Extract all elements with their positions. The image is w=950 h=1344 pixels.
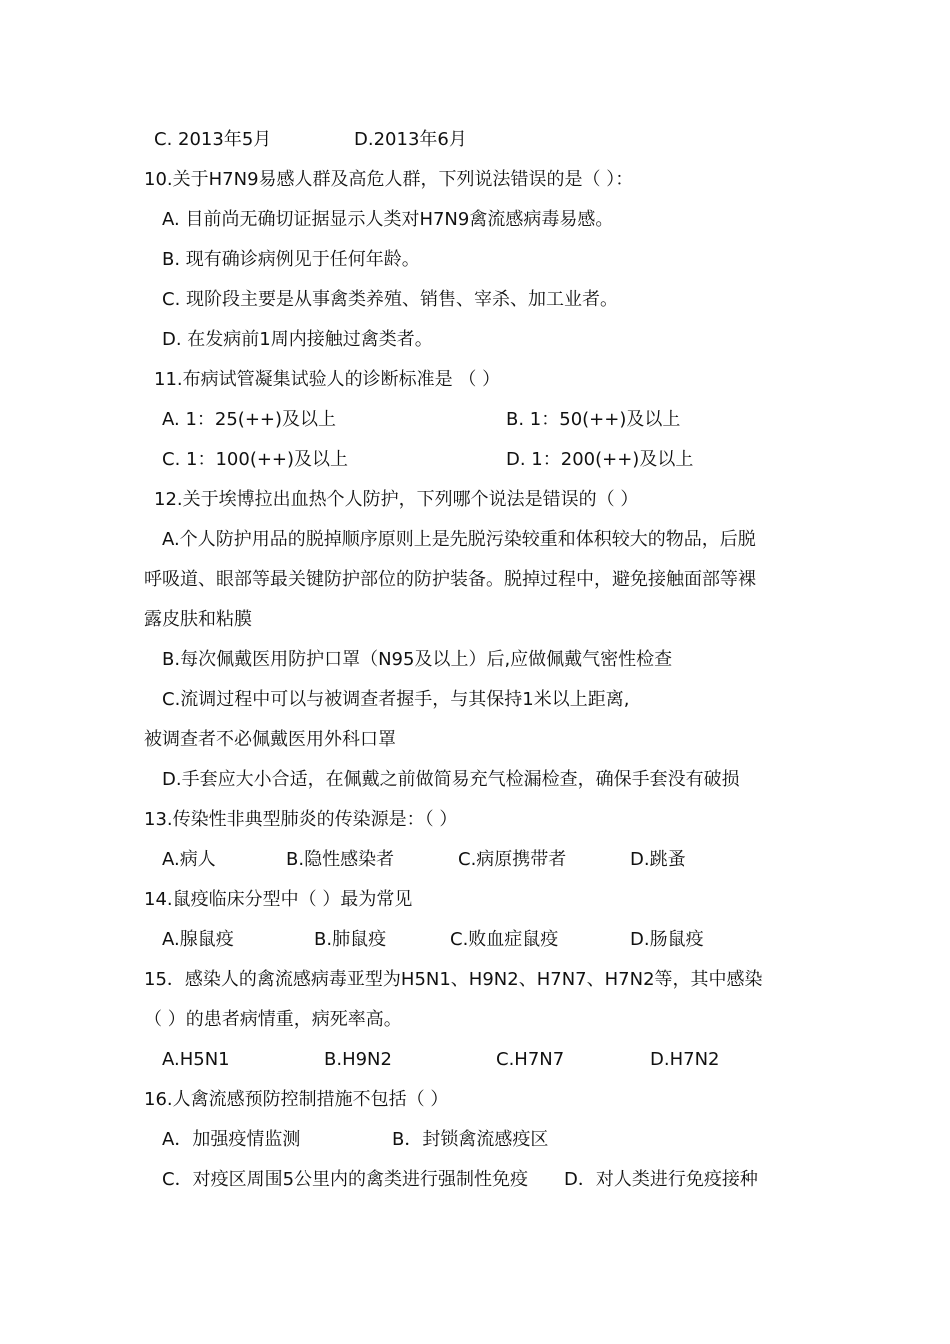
q13-option-c: C.病原携带者 — [458, 849, 567, 870]
q16-option-b: B．封锁禽流感疫区 — [392, 1129, 549, 1150]
q14-option-c: C.败血症鼠疫 — [450, 929, 559, 950]
q13-option-d: D.跳蚤 — [630, 849, 686, 870]
q12-line-1: A.个人防护用品的脱掉顺序原则上是先脱污染较重和体积较大的物品，后脱 — [162, 529, 756, 550]
q14-option-d: D.肠鼠疫 — [630, 929, 704, 950]
q10-option-c: C. 现阶段主要是从事禽类养殖、销售、宰杀、加工业者。 — [162, 289, 619, 310]
q11-stem: 11.布病试管凝集试验人的诊断标准是 （ ） — [154, 369, 501, 390]
q15-option-b: B.H9N2 — [324, 1049, 392, 1070]
q11-option-d: D. 1：200(++)及以上 — [506, 449, 694, 470]
q9-option-d: D.2013年6月 — [354, 129, 467, 150]
q16-stem: 16.人禽流感预防控制措施不包括（ ） — [144, 1089, 449, 1110]
q12-line-2: 呼吸道、眼部等最关键防护部位的防护装备。脱掉过程中，避免接触面部等裸 — [144, 569, 756, 590]
q13-option-b: B.隐性感染者 — [286, 849, 395, 870]
q16-option-c: C．对疫区周围5公里内的禽类进行强制性免疫 — [162, 1169, 529, 1190]
q9-option-c: C. 2013年5月 — [154, 129, 272, 150]
q13-stem: 13.传染性非典型肺炎的传染源是：（ ） — [144, 809, 458, 830]
q15-option-d: D.H7N2 — [650, 1049, 720, 1070]
q14-option-a: A.腺鼠疫 — [162, 929, 234, 950]
q16-option-a: A．加强疫情监测 — [162, 1129, 301, 1150]
q15-option-a: A.H5N1 — [162, 1049, 230, 1070]
q12-line-5: C.流调过程中可以与被调查者握手，与其保持1米以上距离, — [162, 689, 630, 710]
q12-stem: 12.关于埃博拉出血热个人防护，下列哪个说法是错误的（ ） — [154, 489, 639, 510]
q15-option-c: C.H7N7 — [496, 1049, 565, 1070]
q14-stem: 14.鼠疫临床分型中（ ）最为常见 — [144, 889, 413, 910]
q11-option-b: B. 1：50(++)及以上 — [506, 409, 681, 430]
q13-option-a: A.病人 — [162, 849, 216, 870]
q15-stem-line-2: （ ）的患者病情重，病死率高。 — [144, 1009, 402, 1030]
q10-option-a: A. 目前尚无确切证据显示人类对H7N9禽流感病毒易感。 — [162, 209, 614, 230]
q15-stem-line-1: 15．感染人的禽流感病毒亚型为H5N1、H9N2、H7N7、H7N2等，其中感染 — [144, 969, 763, 990]
q14-option-b: B.肺鼠疫 — [314, 929, 387, 950]
q10-option-b: B. 现有确诊病例见于任何年龄。 — [162, 249, 420, 270]
q12-line-4: B.每次佩戴医用防护口罩（N95及以上）后,应做佩戴气密性检查 — [162, 649, 673, 670]
q12-line-6: 被调查者不必佩戴医用外科口罩 — [144, 729, 396, 750]
q12-line-3: 露皮肤和粘膜 — [144, 609, 252, 630]
q11-option-c: C. 1：100(++)及以上 — [162, 449, 349, 470]
q12-line-7: D.手套应大小合适，在佩戴之前做简易充气检漏检查，确保手套没有破损 — [162, 769, 740, 790]
q10-option-d: D. 在发病前1周内接触过禽类者。 — [162, 329, 433, 350]
q10-stem: 10.关于H7N9易感人群及高危人群，下列说法错误的是（ ）： — [144, 169, 634, 190]
q16-option-d: D．对人类进行免疫接种 — [564, 1169, 758, 1190]
q11-option-a: A. 1：25(++)及以上 — [162, 409, 337, 430]
